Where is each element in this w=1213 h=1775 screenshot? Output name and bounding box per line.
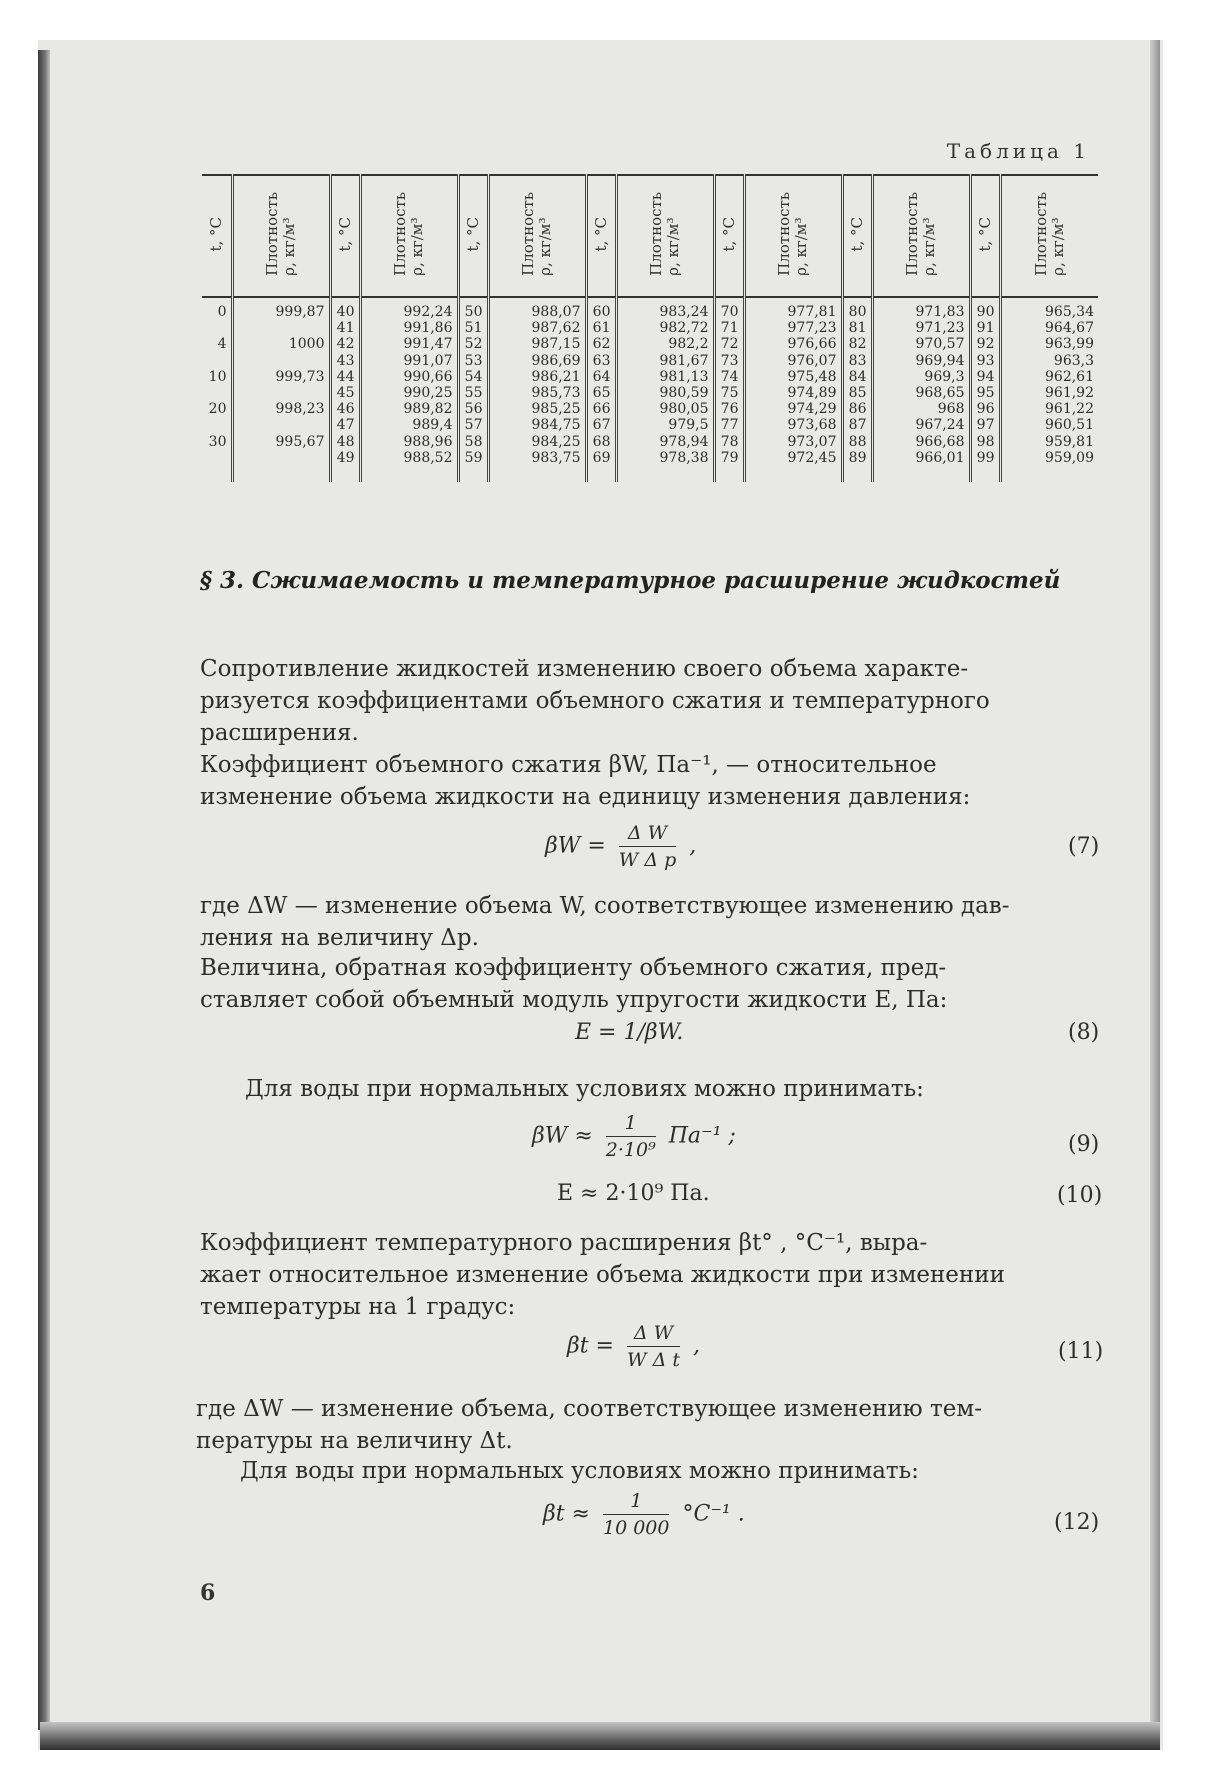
equation-11-number: (11)	[1058, 1339, 1104, 1364]
temperature-cell: 81	[848, 320, 867, 337]
temperature-cell: 66	[592, 401, 611, 418]
equation-11-fraction	[627, 1322, 680, 1371]
paragraph-water-2: Для воды при нормальных условиях можно принимать:	[240, 1458, 919, 1484]
paragraph-compression-coefficient	[200, 749, 1100, 813]
header-label: Плотность ρ, кг/м³	[263, 192, 298, 276]
temperature-cell: 70	[720, 304, 739, 320]
text-line: жает относительное изменение объема жидкости при изменении	[200, 1262, 1005, 1288]
temperature-cell: 45	[336, 384, 355, 401]
header-label: t, °C	[591, 216, 610, 252]
temperature-cell: 99	[976, 449, 995, 466]
temperature-cell	[206, 450, 227, 466]
density-cell: 987,62	[531, 320, 581, 337]
section-title: § 3. Сжимаемость и температурное расширение жидкостей	[200, 567, 1061, 594]
density-cell: 973,07	[787, 433, 837, 450]
equation-9-fraction	[606, 1112, 656, 1161]
text-line: где ΔW — изменение объема, соответствующее изменению тем-	[196, 1396, 982, 1422]
equation-10-number: (10)	[1057, 1183, 1103, 1208]
density-cell: 980,59	[659, 384, 709, 401]
equation-7-number: (7)	[1068, 834, 1100, 859]
header-label: Плотность ρ, кг/м³	[1031, 192, 1067, 276]
density-column	[488, 297, 586, 482]
header-label: Плотность ρ, кг/м³	[903, 192, 938, 276]
header-label: t, °C	[206, 216, 225, 252]
header-label: Плотность ρ, кг/м³	[519, 192, 554, 276]
temperature-cell: 79	[720, 449, 739, 466]
temperature-cell: 92	[976, 336, 995, 353]
temperature-cell: 76	[720, 401, 739, 418]
header-label: t, °C	[463, 216, 482, 252]
table-caption: Таблица 1	[946, 139, 1090, 163]
equation-9-number: (9)	[1068, 1132, 1100, 1157]
temperature-cell: 62	[592, 336, 611, 353]
header-density	[1000, 175, 1098, 297]
density-cell	[238, 353, 325, 369]
density-cell: 991,86	[403, 320, 453, 337]
density-cell	[238, 450, 325, 466]
header-temperature	[842, 175, 872, 297]
density-cell: 978,94	[659, 433, 709, 450]
temperature-cell: 41	[336, 320, 355, 337]
density-cell: 974,89	[787, 384, 837, 401]
equation-9	[532, 1112, 736, 1161]
paragraph-thermal-expansion	[200, 1227, 1100, 1323]
temperature-cell: 91	[976, 320, 995, 337]
equation-7-numerator: Δ W	[619, 822, 677, 847]
header-label: Плотность ρ, кг/м³	[775, 192, 810, 276]
density-cell	[238, 385, 325, 401]
density-column	[232, 297, 330, 482]
equation-9-tail: Па⁻¹ ;	[668, 1123, 736, 1149]
equation-11-denominator: W Δ t	[627, 1349, 680, 1371]
density-cell	[238, 320, 325, 336]
header-density	[232, 175, 330, 297]
header-label: t, °C	[975, 216, 994, 252]
temperature-cell: 55	[464, 384, 483, 401]
density-cell: 961,92	[1045, 384, 1094, 401]
equation-11-tail: ,	[692, 1333, 700, 1359]
density-column	[872, 297, 970, 482]
temperature-cell: 0	[217, 304, 227, 320]
temperature-cell: 72	[720, 336, 739, 353]
temperature-cell	[206, 353, 227, 369]
density-cell: 991,07	[403, 352, 453, 369]
equation-7-tail: ,	[689, 833, 697, 859]
header-temperature	[458, 175, 488, 297]
header-density	[744, 175, 842, 297]
temperature-cell: 64	[592, 368, 611, 385]
temperature-cell: 20	[208, 401, 227, 418]
temperature-cell: 83	[848, 352, 867, 369]
header-temperature	[202, 175, 232, 297]
header-temperature	[330, 175, 360, 297]
density-cell: 980,05	[659, 401, 709, 418]
temperature-cell: 30	[208, 433, 227, 450]
equation-7-lhs: βW =	[545, 833, 606, 859]
density-cell: 964,67	[1045, 320, 1094, 337]
density-cell: 976,07	[787, 352, 837, 369]
density-cell: 966,01	[915, 449, 965, 466]
equation-12-number: (12)	[1054, 1510, 1100, 1535]
temperature-cell: 48	[336, 433, 355, 450]
temperature-cell	[206, 320, 227, 336]
header-label: t, °C	[335, 216, 354, 252]
density-cell: 990,66	[403, 368, 453, 385]
temperature-cell: 67	[592, 417, 611, 434]
density-cell: 998,23	[275, 401, 325, 418]
density-cell: 962,61	[1045, 368, 1094, 385]
temperature-column	[842, 297, 872, 482]
density-cell: 985,25	[531, 401, 581, 418]
density-cell: 977,23	[787, 320, 837, 337]
density-cell: 973,68	[787, 417, 837, 434]
density-cell: 999,73	[275, 368, 325, 385]
density-cell: 977,81	[787, 304, 837, 320]
equation-9-lhs: βW ≈	[532, 1123, 593, 1149]
density-cell: 983,24	[659, 304, 709, 320]
density-cell: 974,29	[787, 401, 837, 418]
density-column	[1000, 297, 1098, 482]
density-column	[616, 297, 714, 482]
equation-11	[567, 1322, 700, 1371]
density-cell: 972,45	[787, 449, 837, 466]
temperature-cell: 97	[976, 417, 995, 434]
density-cell: 965,34	[1045, 304, 1094, 320]
density-cell: 981,13	[659, 368, 709, 385]
temperature-cell: 40	[336, 304, 355, 320]
density-cell: 984,25	[531, 433, 581, 450]
text-line: температуры на 1 градус:	[200, 1294, 516, 1320]
density-cell: 971,23	[915, 320, 965, 337]
temperature-cell: 59	[464, 449, 483, 466]
temperature-cell: 86	[848, 401, 867, 418]
temperature-cell: 47	[336, 417, 355, 434]
density-cell: 988,96	[403, 433, 453, 450]
density-cell: 986,21	[531, 368, 581, 385]
temperature-cell: 88	[848, 433, 867, 450]
header-label: t, °C	[719, 216, 738, 252]
temperature-cell: 61	[592, 320, 611, 337]
header-label: t, °C	[847, 216, 866, 252]
density-cell: 989,4	[412, 417, 453, 434]
density-cell: 990,25	[403, 384, 453, 401]
temperature-cell: 93	[976, 352, 995, 369]
density-cell: 982,2	[668, 336, 709, 353]
text-line: ления на величину Δp.	[200, 925, 479, 951]
density-cell: 979,5	[668, 417, 709, 434]
temperature-cell: 44	[336, 368, 355, 385]
temperature-cell: 56	[464, 401, 483, 418]
equation-11-lhs: βt =	[567, 1333, 614, 1359]
temperature-cell: 75	[720, 384, 739, 401]
temperature-cell: 63	[592, 352, 611, 369]
density-column	[360, 297, 458, 482]
temperature-cell: 54	[464, 368, 483, 385]
temperature-cell: 49	[336, 449, 355, 466]
density-cell: 992,24	[403, 304, 453, 320]
text-line: Величина, обратная коэффициенту объемного сжатия, пред-	[200, 955, 947, 981]
temperature-cell: 65	[592, 384, 611, 401]
density-cell: 982,72	[659, 320, 709, 337]
temperature-column	[714, 297, 744, 482]
density-cell: 988,07	[531, 304, 581, 320]
temperature-cell: 42	[336, 336, 355, 353]
equation-12-fraction	[603, 1490, 669, 1539]
paragraph-intro	[200, 653, 1100, 749]
temperature-cell: 58	[464, 433, 483, 450]
density-cell: 969,94	[915, 352, 965, 369]
text-line: ризуется коэффициентами объемного сжатия и температурного	[200, 688, 990, 714]
temperature-cell: 94	[976, 368, 995, 385]
equation-8-number: (8)	[1068, 1020, 1100, 1045]
equation-9-denominator: 2·10⁹	[605, 1139, 656, 1161]
density-cell: 984,75	[531, 417, 581, 434]
density-cell: 985,73	[531, 384, 581, 401]
equation-12-numerator: 1	[603, 1490, 669, 1515]
density-cell	[238, 417, 325, 433]
temperature-cell: 78	[720, 433, 739, 450]
temperature-cell: 87	[848, 417, 867, 434]
paragraph-where-2	[196, 1393, 1101, 1457]
header-temperature	[586, 175, 616, 297]
equation-10: E ≈ 2·10⁹ Па.	[557, 1181, 710, 1206]
equation-7-denominator: W Δ p	[618, 849, 677, 871]
density-cell: 960,51	[1045, 417, 1094, 434]
paragraph-water-1: Для воды при нормальных условиях можно принимать:	[245, 1076, 924, 1102]
text-line: Коэффициент объемного сжатия βW, Па⁻¹, — относительное	[200, 752, 937, 778]
header-density	[488, 175, 586, 297]
equation-9-numerator: 1	[606, 1112, 656, 1137]
density-cell: 981,67	[659, 352, 709, 369]
header-temperature	[714, 175, 744, 297]
density-cell: 978,38	[659, 449, 709, 466]
equation-12-tail: °C⁻¹ .	[682, 1501, 745, 1527]
density-cell: 991,47	[403, 336, 453, 353]
density-cell: 970,57	[915, 336, 965, 353]
temperature-column	[586, 297, 616, 482]
temperature-cell: 82	[848, 336, 867, 353]
equation-7	[545, 822, 696, 871]
equation-7-fraction	[619, 822, 677, 871]
temperature-cell: 73	[720, 352, 739, 369]
temperature-cell: 52	[464, 336, 483, 353]
density-cell: 976,66	[787, 336, 837, 353]
temperature-column	[458, 297, 488, 482]
equation-12-lhs: βt ≈	[543, 1501, 590, 1527]
equation-12	[543, 1490, 745, 1539]
density-cell: 963,99	[1045, 336, 1094, 353]
density-cell: 989,82	[403, 401, 453, 418]
temperature-column	[330, 297, 360, 482]
paragraph-bulk-modulus	[200, 952, 1100, 1016]
temperature-column	[202, 297, 232, 482]
text-line: Коэффициент температурного расширения βt° , °C⁻¹, выра-	[200, 1230, 928, 1256]
temperature-cell: 51	[464, 320, 483, 337]
temperature-cell: 68	[592, 433, 611, 450]
temperature-cell: 74	[720, 368, 739, 385]
temperature-cell: 53	[464, 352, 483, 369]
density-cell: 969,3	[924, 368, 965, 385]
header-density	[360, 175, 458, 297]
temperature-cell: 84	[848, 368, 867, 385]
text-line: Сопротивление жидкостей изменению своего объема характе-	[200, 656, 969, 682]
header-label: Плотность ρ, кг/м³	[391, 192, 426, 276]
header-density	[616, 175, 714, 297]
temperature-cell: 89	[848, 449, 867, 466]
density-cell: 959,09	[1045, 449, 1094, 466]
density-cell: 959,81	[1045, 433, 1094, 450]
density-cell: 967,24	[915, 417, 965, 434]
temperature-cell: 77	[720, 417, 739, 434]
table-header-row	[202, 175, 1098, 297]
equation-12-denominator: 10 000	[603, 1517, 670, 1539]
text-line: ставляет собой объемный модуль упругости жидкости E, Па:	[200, 987, 948, 1013]
density-cell: 987,15	[531, 336, 581, 353]
temperature-cell: 60	[592, 304, 611, 320]
equation-8: E = 1/βW.	[575, 1020, 684, 1045]
header-density	[872, 175, 970, 297]
density-table	[202, 174, 1098, 482]
density-cell: 983,75	[531, 449, 581, 466]
header-label: Плотность ρ, кг/м³	[647, 192, 682, 276]
temperature-cell: 69	[592, 449, 611, 466]
temperature-cell: 57	[464, 417, 483, 434]
density-cell: 975,48	[787, 368, 837, 385]
density-cell: 966,68	[915, 433, 965, 450]
temperature-cell: 71	[720, 320, 739, 337]
density-cell: 999,87	[275, 304, 325, 320]
temperature-cell: 10	[208, 368, 227, 385]
temperature-cell: 98	[976, 433, 995, 450]
temperature-cell: 95	[976, 384, 995, 401]
equation-11-numerator: Δ W	[627, 1322, 680, 1347]
temperature-cell: 80	[848, 304, 867, 320]
temperature-cell: 43	[336, 352, 355, 369]
temperature-cell: 85	[848, 384, 867, 401]
density-cell: 968,65	[915, 384, 965, 401]
density-cell: 968	[937, 401, 965, 418]
temperature-cell: 50	[464, 304, 483, 320]
text-line: где ΔW — изменение объема W, соответствующее изменению дав-	[200, 893, 1010, 919]
temperature-cell: 90	[976, 304, 995, 320]
text-line: изменение объема жидкости на единицу изменения давления:	[200, 784, 971, 810]
paragraph-where-1	[200, 890, 1100, 954]
text-line: пературы на величину Δt.	[196, 1428, 513, 1454]
density-cell: 986,69	[531, 352, 581, 369]
table-body-row	[202, 297, 1098, 482]
temperature-cell: 4	[217, 336, 227, 353]
temperature-cell	[206, 385, 227, 401]
temperature-cell: 96	[976, 401, 995, 418]
header-temperature	[970, 175, 1000, 297]
temperature-cell	[206, 417, 227, 433]
density-cell: 1000	[288, 336, 325, 353]
density-column	[744, 297, 842, 482]
page-number: 6	[200, 1580, 216, 1606]
density-cell: 963,3	[1053, 352, 1094, 369]
density-cell: 961,22	[1045, 401, 1094, 418]
density-cell: 988,52	[403, 449, 453, 466]
temperature-cell: 46	[336, 401, 355, 418]
text-line: расширения.	[200, 720, 359, 746]
density-cell: 971,83	[915, 304, 965, 320]
density-cell: 995,67	[275, 433, 325, 450]
temperature-column	[970, 297, 1000, 482]
